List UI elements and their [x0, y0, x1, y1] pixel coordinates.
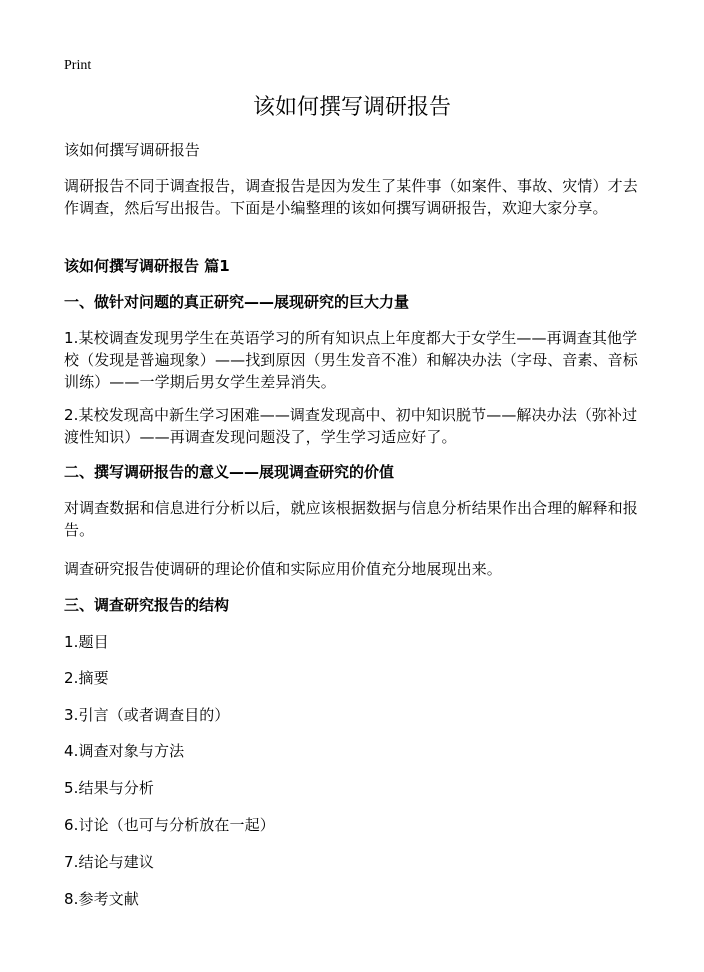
list-item: 8.参考文献: [64, 890, 139, 908]
intro-paragraph: 调研报告不同于调查报告，调查报告是因为发生了某件事（如案件、事故、灾情）才去作调查，然后写出报告。下面是小编整理的该如何撰写调研报告，欢迎大家分享。: [64, 177, 638, 217]
heading-3: 三、调查研究报告的结构: [64, 596, 230, 614]
print-link[interactable]: Print: [64, 58, 92, 73]
list-item: 3.引言（或者调查目的）: [64, 706, 230, 724]
paragraph-2: 2.某校发现高中新生学习困难——调查发现高中、初中知识脱节——解决办法（弥补过渡性知识）——再调查发现问题没了，学生学习适应好了。: [64, 406, 638, 446]
paragraph-1: 1.某校调查发现男学生在英语学习的所有知识点上年度都大于女学生——再调查其他学校（发现是普遍现象）——找到原因（男生发音不准）和解决办法（字母、音素、音标训练）——一学期后男女学生差异消失。: [64, 329, 638, 391]
list-item: 5.结果与分析: [64, 779, 155, 797]
list-item: 2.摘要: [64, 669, 109, 687]
paragraph-4: 调查研究报告使调研的理论价值和实际应用价值充分地展现出来。: [64, 560, 502, 578]
heading-1: 一、做针对问题的真正研究——展现研究的巨大力量: [64, 293, 410, 311]
list-item: 1.题目: [64, 633, 109, 651]
list-item: 4.调查对象与方法: [64, 742, 185, 760]
list-item: 6.讨论（也可与分析放在一起）: [64, 816, 275, 834]
heading-2: 二、撰写调研报告的意义——展现调查研究的价值: [64, 463, 395, 481]
page-title: 该如何撰写调研报告: [252, 95, 451, 120]
section-title: 该如何撰写调研报告 篇1: [64, 257, 230, 275]
paragraph-3: 对调查数据和信息进行分析以后，就应该根据数据与信息分析结果作出合理的解释和报告。: [64, 499, 638, 539]
doc-subtitle: 该如何撰写调研报告: [64, 141, 200, 159]
list-item: 7.结论与建议: [64, 853, 155, 871]
